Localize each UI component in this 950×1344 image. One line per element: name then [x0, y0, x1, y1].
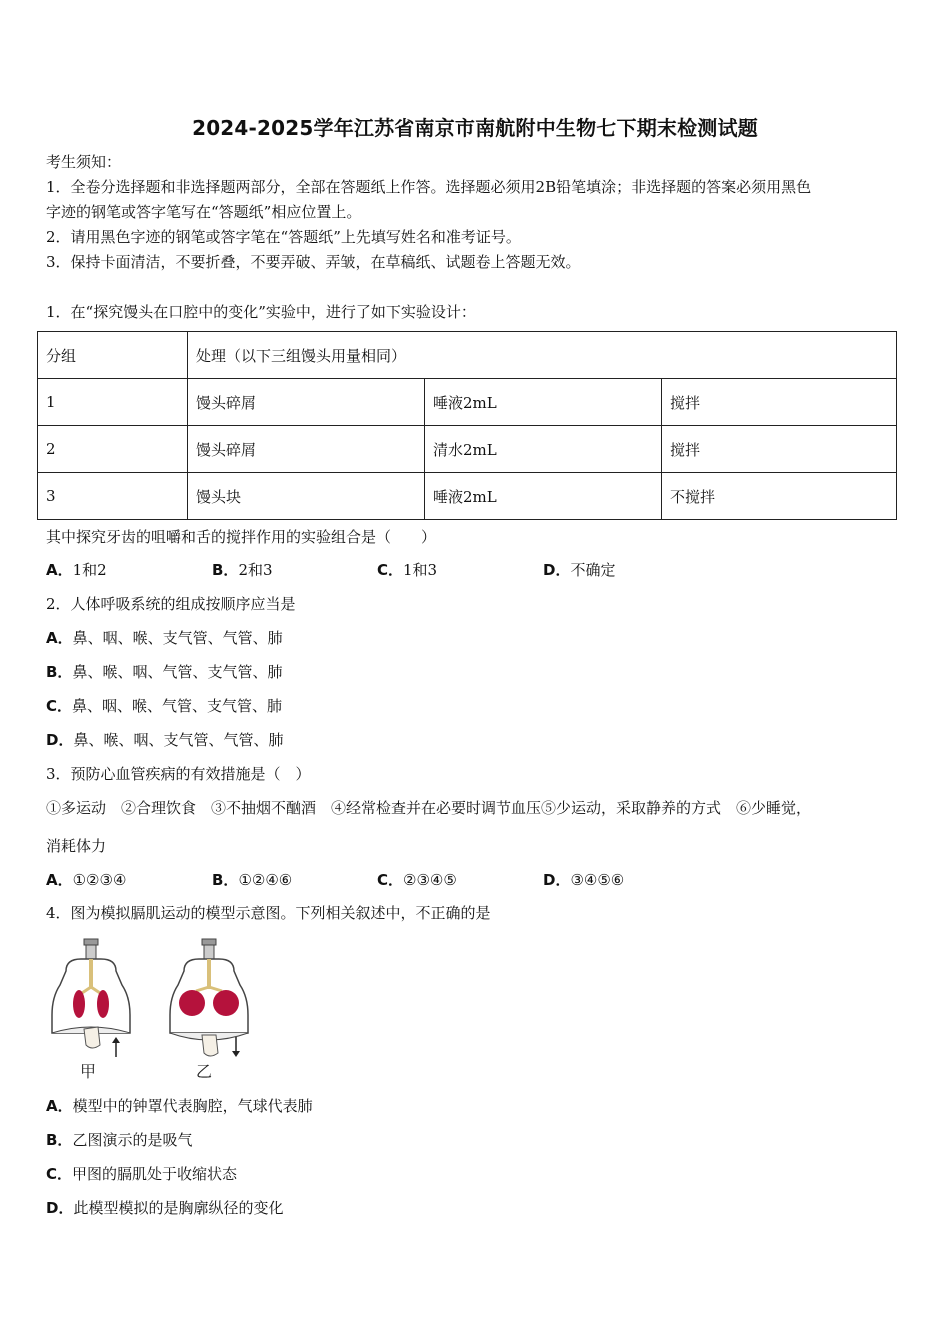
q3-option-b[interactable]: B．①②④⑥	[212, 871, 293, 889]
q1-option-c[interactable]: C．1和3	[377, 561, 438, 579]
q1-option-a[interactable]: A．1和2	[46, 561, 107, 579]
q1-stem: 1．在“探究馒头在口腔中的变化”实验中，进行了如下实验设计：	[46, 303, 476, 321]
q4-option-b[interactable]: B．乙图演示的是吸气	[46, 1131, 193, 1149]
q1-option-b[interactable]: B．2和3	[212, 561, 273, 579]
notice-item: 字迹的钢笔或答字笔写在“答题纸”相应位置上。	[46, 203, 362, 221]
q3-option-c[interactable]: C．②③④⑤	[377, 871, 457, 889]
q2-option-c[interactable]: C．鼻、咽、喉、气管、支气管、肺	[46, 697, 283, 715]
table-cell: 唾液2mL	[425, 473, 662, 520]
notice-item: 3．保持卡面清洁，不要折叠，不要弄破、弄皱，在草稿纸、试题卷上答题无效。	[46, 253, 581, 271]
bell-jar-model-jia	[52, 939, 130, 1081]
q1-option-d[interactable]: D．不确定	[543, 561, 616, 579]
q2-stem: 2．人体呼吸系统的组成按顺序应当是	[46, 595, 296, 613]
lung-balloon-right	[213, 990, 239, 1016]
q4-option-a[interactable]: A．模型中的钟罩代表胸腔，气球代表肺	[46, 1097, 313, 1115]
q2-option-a[interactable]: A．鼻、咽、喉、支气管、气管、肺	[46, 629, 283, 647]
arrow-up-icon	[112, 1037, 120, 1043]
table-cell: 唾液2mL	[425, 379, 662, 426]
lung-balloon-right	[97, 990, 109, 1018]
lung-balloon-left	[73, 990, 85, 1018]
table-cell: 搅拌	[662, 426, 897, 473]
experiment-table	[37, 331, 897, 520]
table-header-row	[38, 332, 897, 379]
q3-measures-line: 消耗体力	[46, 837, 107, 855]
table-cell: 馒头碎屑	[188, 379, 425, 426]
q4-stem: 4．图为模拟膈肌运动的模型示意图。下列相关叙述中，不正确的是	[46, 904, 491, 922]
table-cell: 清水2mL	[425, 426, 662, 473]
q4-option-d[interactable]: D．此模型模拟的是胸廓纵径的变化	[46, 1199, 284, 1217]
q3-measures-line: ①多运动 ②合理饮食 ③不抽烟不酗酒 ④经常检查并在必要时调节血压⑤少运动，采取静养的方式 ⑥少睡觉，	[46, 799, 812, 817]
table-header-cell: 分组	[38, 332, 188, 379]
notice-heading: 考生须知：	[46, 153, 122, 171]
table-cell: 馒头块	[188, 473, 425, 520]
table-header-cell: 处理（以下三组馒头用量相同）	[188, 332, 897, 379]
table-cell: 3	[38, 473, 188, 520]
q3-stem: 3．预防心血管疾病的有效措施是（ ）	[46, 765, 311, 783]
table-cell: 不搅拌	[662, 473, 897, 520]
q2-option-d[interactable]: D．鼻、喉、咽、支气管、气管、肺	[46, 731, 284, 749]
notice-item: 2．请用黑色字迹的钢笔或答字笔在“答题纸”上先填写姓名和准考证号。	[46, 228, 521, 246]
q4-option-c[interactable]: C．甲图的膈肌处于收缩状态	[46, 1165, 238, 1183]
notice-item: 1．全卷分选择题和非选择题两部分，全部在答题纸上作答。选择题必须用2B铅笔填涂；非选择题的答案必须用黑色	[46, 178, 812, 196]
q1-question: 其中探究牙齿的咀嚼和舌的搅拌作用的实验组合是（ ）	[46, 528, 437, 546]
table-row	[38, 379, 897, 426]
table-row	[38, 426, 897, 473]
table-row	[38, 473, 897, 520]
q3-option-d[interactable]: D．③④⑤⑥	[543, 871, 625, 889]
figure-label-yi: 乙	[196, 1062, 213, 1081]
q3-option-a[interactable]: A．①②③④	[46, 871, 127, 889]
bell-jar-model-yi	[170, 939, 248, 1081]
figure-label-jia: 甲	[80, 1062, 97, 1081]
hand-icon	[84, 1027, 100, 1048]
table-cell: 馒头碎屑	[188, 426, 425, 473]
table-cell: 1	[38, 379, 188, 426]
q2-option-b[interactable]: B．鼻、喉、咽、气管、支气管、肺	[46, 663, 283, 681]
diaphragm-model-figure	[46, 935, 266, 1085]
hand-icon	[202, 1035, 218, 1056]
table-cell: 2	[38, 426, 188, 473]
arrow-down-icon	[232, 1051, 240, 1057]
table-cell: 搅拌	[662, 379, 897, 426]
lung-balloon-left	[179, 990, 205, 1016]
page-title: 2024-2025学年江苏省南京市南航附中生物七下期末检测试题	[192, 116, 758, 140]
